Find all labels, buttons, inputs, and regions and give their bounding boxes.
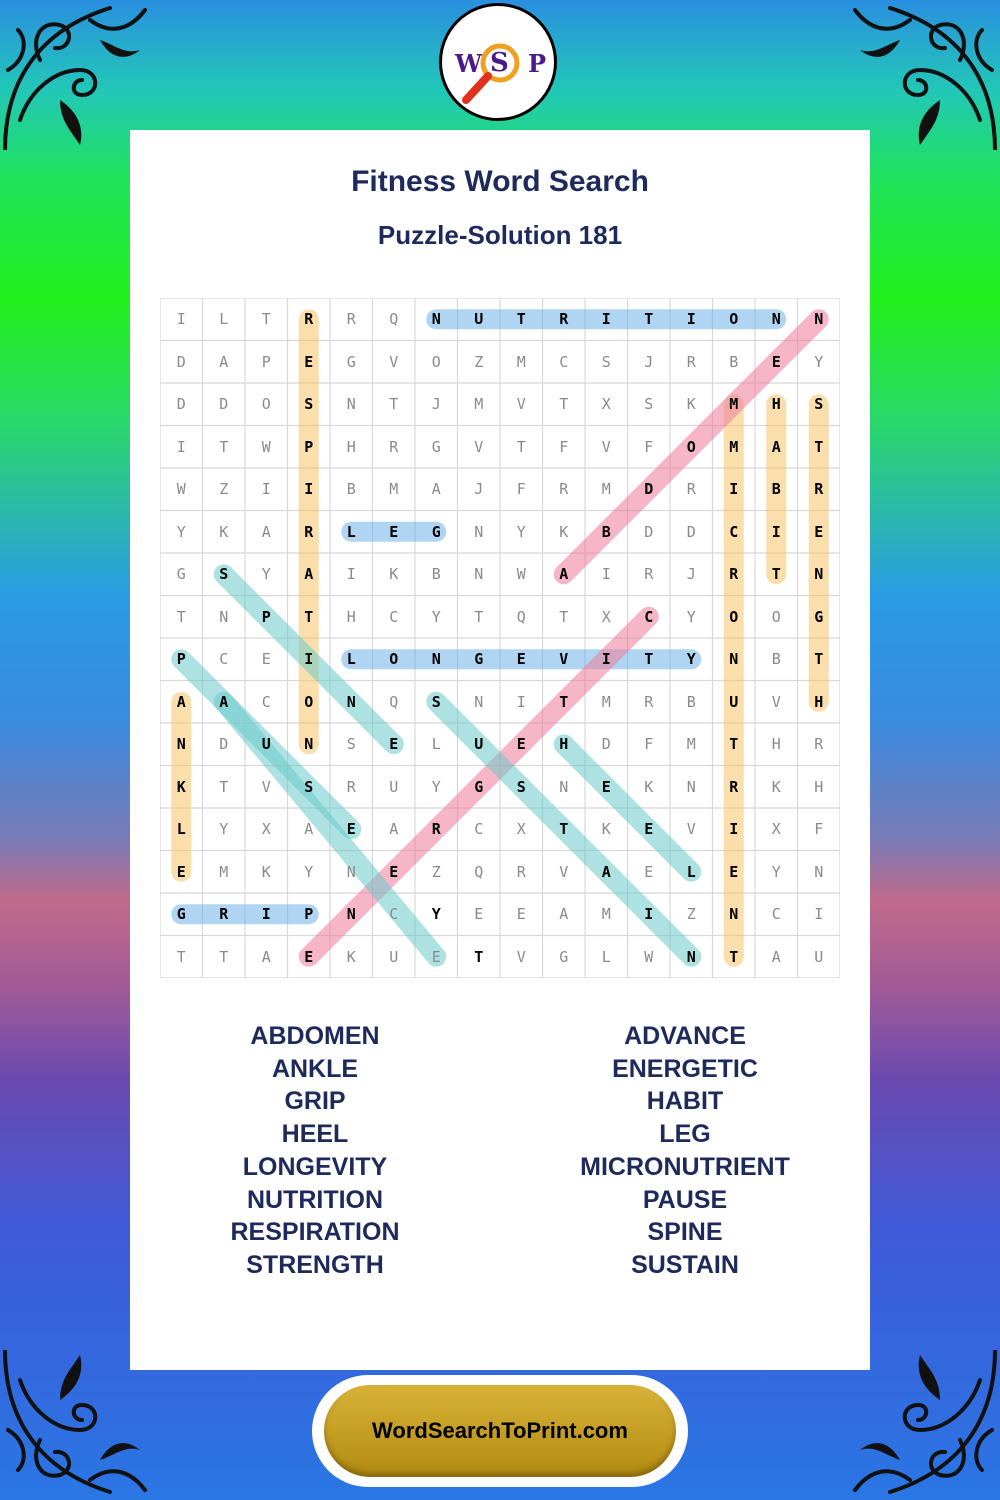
word-list-item: RESPIRATION	[230, 1218, 400, 1247]
grid-cell[interactable]: J	[644, 352, 654, 371]
grid-cell[interactable]: C	[644, 607, 654, 626]
grid-cell[interactable]: M	[516, 352, 526, 371]
grid-cell[interactable]: K	[686, 395, 696, 414]
grid-cell[interactable]: U	[474, 735, 484, 754]
grid-cell[interactable]: E	[304, 352, 314, 371]
grid-cell[interactable]: E	[389, 862, 399, 881]
grid-cell[interactable]: E	[771, 352, 781, 371]
corner-ornament-bottom-left	[0, 1350, 150, 1500]
grid-cell[interactable]: R	[686, 480, 696, 499]
grid-cell[interactable]: H	[346, 437, 356, 456]
grid-cell[interactable]: Y	[431, 607, 441, 626]
corner-ornament-top-right	[850, 0, 1000, 150]
grid-cell[interactable]: R	[644, 565, 654, 584]
grid-cell[interactable]: B	[601, 522, 611, 541]
grid-cell[interactable]: N	[304, 735, 314, 754]
grid-cell[interactable]: S	[304, 777, 314, 796]
grid-cell[interactable]: G	[176, 905, 186, 924]
grid-cell[interactable]: I	[644, 905, 654, 924]
grid-cell[interactable]: C	[219, 650, 229, 669]
grid-cell[interactable]: D	[686, 522, 696, 541]
grid-cell[interactable]: E	[346, 820, 356, 839]
grid-cell[interactable]: T	[304, 607, 314, 626]
grid-cell[interactable]: A	[771, 437, 781, 456]
grid-cell[interactable]: B	[771, 650, 781, 669]
grid-cell[interactable]: R	[431, 820, 441, 839]
grid-cell[interactable]: O	[304, 692, 314, 711]
grid-cell[interactable]: S	[601, 352, 611, 371]
grid-cell[interactable]: N	[686, 777, 696, 796]
grid-cell[interactable]: Y	[219, 820, 229, 839]
grid-cell[interactable]: Y	[261, 565, 271, 584]
grid-cell[interactable]: Y	[771, 862, 781, 881]
grid-cell[interactable]: Y	[176, 522, 186, 541]
grid-cell[interactable]: I	[814, 905, 824, 924]
grid-cell[interactable]: P	[304, 437, 314, 456]
grid-cell[interactable]: N	[814, 565, 824, 584]
grid-cell[interactable]: D	[176, 352, 186, 371]
word-list-item: MICRONUTRIENT	[580, 1152, 790, 1181]
grid-cell[interactable]: B	[729, 352, 739, 371]
grid-cell[interactable]: O	[389, 650, 399, 669]
grid-cell[interactable]: H	[814, 692, 824, 711]
grid-cell[interactable]: E	[389, 522, 399, 541]
grid-cell[interactable]: Q	[516, 607, 526, 626]
grid-cell[interactable]: E	[176, 862, 186, 881]
site-pill	[312, 1375, 688, 1487]
grid-cell[interactable]: A	[559, 565, 569, 584]
grid-cell[interactable]: E	[601, 777, 611, 796]
word-list-item: LEG	[659, 1120, 711, 1149]
corner-ornament-top-left	[0, 0, 150, 150]
grid-cell[interactable]: Y	[516, 522, 526, 541]
grid-cell[interactable]: F	[644, 437, 654, 456]
grid-cell[interactable]: R	[644, 692, 654, 711]
grid-cell[interactable]: I	[601, 650, 611, 669]
grid-cell[interactable]: L	[219, 310, 229, 329]
grid-cell[interactable]: R	[346, 777, 356, 796]
grid-cell[interactable]: S	[304, 395, 314, 414]
grid-cell[interactable]: R	[559, 480, 569, 499]
grid-cell[interactable]: N	[474, 692, 484, 711]
grid-cell[interactable]: R	[389, 437, 399, 456]
grid-cell[interactable]: O	[261, 395, 271, 414]
grid-cell[interactable]: N	[431, 310, 441, 329]
grid-cell[interactable]: I	[686, 310, 696, 329]
grid-cell[interactable]: V	[516, 395, 526, 414]
grid-cell[interactable]: S	[431, 692, 441, 711]
grid-cell[interactable]: X	[261, 820, 271, 839]
grid-cell[interactable]: G	[431, 437, 441, 456]
grid-cell[interactable]: R	[814, 480, 824, 499]
word-list-right	[500, 1020, 870, 1282]
grid-cell[interactable]: H	[771, 735, 781, 754]
grid-cell[interactable]: P	[176, 650, 186, 669]
grid-cell[interactable]: N	[559, 777, 569, 796]
grid-cell[interactable]: J	[474, 480, 484, 499]
grid-cell[interactable]: F	[644, 735, 654, 754]
grid-cell[interactable]: O	[729, 607, 739, 626]
grid-cell[interactable]: K	[219, 522, 229, 541]
grid-cell[interactable]: V	[601, 437, 611, 456]
grid-cell[interactable]: Y	[431, 777, 441, 796]
grid-cell[interactable]: U	[389, 777, 399, 796]
grid-cell[interactable]: U	[261, 735, 271, 754]
grid-cell[interactable]: R	[516, 862, 526, 881]
grid-cell[interactable]: E	[474, 905, 484, 924]
grid-cell[interactable]: A	[261, 522, 271, 541]
corner-ornament-bottom-right	[850, 1350, 1000, 1500]
grid-cell[interactable]: T	[814, 437, 824, 456]
word-list-item: LONGEVITY	[242, 1152, 388, 1181]
word-search-grid	[160, 298, 840, 978]
grid-cell[interactable]: W	[176, 480, 186, 499]
word-list-item: HEEL	[281, 1120, 349, 1149]
grid-cell[interactable]: E	[304, 947, 314, 966]
grid-cell[interactable]: C	[261, 692, 271, 711]
grid-cell[interactable]: N	[346, 862, 356, 881]
grid-cell[interactable]: S	[219, 565, 229, 584]
grid-cell[interactable]: Y	[686, 607, 696, 626]
grid-cell[interactable]: G	[176, 565, 186, 584]
grid-cell[interactable]: V	[261, 777, 271, 796]
grid-cell[interactable]: E	[729, 862, 739, 881]
word-list-item: GRIP	[284, 1087, 346, 1116]
grid-cell[interactable]: Y	[814, 352, 824, 371]
grid-cell[interactable]: E	[814, 522, 824, 541]
grid-cell[interactable]: X	[516, 820, 526, 839]
grid-cell[interactable]: I	[176, 310, 186, 329]
grid-cell[interactable]: R	[729, 777, 739, 796]
grid-cell[interactable]: C	[389, 607, 399, 626]
grid-cell[interactable]: K	[346, 947, 356, 966]
grid-cell[interactable]: I	[346, 565, 356, 584]
logo-letter-s: S	[490, 48, 509, 78]
grid-cell[interactable]: K	[559, 522, 569, 541]
grid-cell[interactable]: F	[559, 437, 569, 456]
grid-cell[interactable]: T	[559, 395, 569, 414]
grid-cell[interactable]: N	[431, 650, 441, 669]
grid-cell[interactable]: Q	[389, 310, 399, 329]
grid-cell[interactable]: V	[686, 820, 696, 839]
grid-cell[interactable]: I	[261, 905, 271, 924]
grid-cell[interactable]: E	[389, 735, 399, 754]
grid-cell[interactable]: Y	[304, 862, 314, 881]
grid-cell[interactable]: C	[559, 352, 569, 371]
word-list-item: ENERGETIC	[612, 1054, 758, 1083]
grid-cell[interactable]: T	[176, 947, 186, 966]
grid-cell[interactable]: C	[771, 905, 781, 924]
grid-cell[interactable]: N	[474, 565, 484, 584]
grid-cell[interactable]: O	[431, 352, 441, 371]
wsp-logo[interactable]	[439, 3, 557, 121]
grid-cell[interactable]: C	[389, 905, 399, 924]
grid-cell[interactable]: F	[814, 820, 824, 839]
grid-cell[interactable]: B	[686, 692, 696, 711]
grid-cell[interactable]: T	[219, 437, 229, 456]
grid-cell[interactable]: W	[261, 437, 271, 456]
grid-cell[interactable]: T	[261, 310, 271, 329]
grid-cell[interactable]: G	[474, 650, 484, 669]
grid-cell[interactable]: D	[176, 395, 186, 414]
grid-cell[interactable]: I	[771, 522, 781, 541]
grid-cell[interactable]: G	[814, 607, 824, 626]
grid-cell[interactable]: T	[771, 565, 781, 584]
word-list-item: NUTRITION	[246, 1185, 384, 1214]
grid-cell[interactable]: A	[219, 692, 229, 711]
grid-cell[interactable]: B	[346, 480, 356, 499]
grid-cell[interactable]: G	[346, 352, 356, 371]
logo-letter-p: P	[528, 49, 547, 78]
grid-cell[interactable]: V	[389, 352, 399, 371]
grid-cell[interactable]: T	[559, 820, 569, 839]
word-list-item: HABIT	[646, 1087, 724, 1116]
word-list-item: ABDOMEN	[250, 1022, 380, 1050]
grid-cell[interactable]: B	[771, 480, 781, 499]
grid-cell[interactable]: D	[219, 735, 229, 754]
grid-cell[interactable]: C	[729, 522, 739, 541]
grid-cell[interactable]: M	[601, 480, 611, 499]
logo-letter-w: W	[455, 49, 482, 78]
grid-cell[interactable]: Z	[219, 480, 229, 499]
grid-cell[interactable]: V	[474, 437, 484, 456]
grid-cell[interactable]: I	[516, 692, 526, 711]
grid-cell[interactable]: V	[559, 862, 569, 881]
word-list-item: ANKLE	[271, 1054, 359, 1083]
grid-cell[interactable]: L	[176, 820, 186, 839]
grid-cell[interactable]: K	[644, 777, 654, 796]
grid-cell[interactable]: L	[346, 650, 356, 669]
grid-cell[interactable]: R	[686, 352, 696, 371]
grid-cell[interactable]: N	[814, 310, 824, 329]
grid-cell[interactable]: D	[644, 522, 654, 541]
grid-cell[interactable]: T	[814, 650, 824, 669]
grid-cell[interactable]: J	[686, 565, 696, 584]
grid-cell[interactable]: S	[516, 777, 526, 796]
grid-cell[interactable]: A	[771, 947, 781, 966]
grid-cell[interactable]: U	[814, 947, 824, 966]
grid-cell[interactable]: R	[219, 905, 229, 924]
grid-cell[interactable]: G	[559, 947, 569, 966]
grid-cell[interactable]: R	[346, 310, 356, 329]
grid-cell[interactable]: S	[814, 395, 824, 414]
grid-cell[interactable]: A	[431, 480, 441, 499]
grid-cell[interactable]: M	[601, 692, 611, 711]
grid-cell[interactable]: A	[601, 862, 611, 881]
grid-cell[interactable]: A	[304, 820, 314, 839]
grid-cell[interactable]: T	[516, 437, 526, 456]
grid-cell[interactable]: E	[516, 905, 526, 924]
grid-cell[interactable]: S	[644, 395, 654, 414]
page-subtitle: Puzzle-Solution 181	[377, 220, 623, 250]
grid-cell[interactable]: W	[516, 565, 526, 584]
grid-cell[interactable]: V	[516, 947, 526, 966]
grid-cell[interactable]: T	[559, 607, 569, 626]
grid-cell[interactable]: N	[814, 862, 824, 881]
grid-cell[interactable]: M	[219, 862, 229, 881]
grid-cell[interactable]: L	[601, 947, 611, 966]
grid-cell[interactable]: M	[729, 437, 739, 456]
grid-cell[interactable]: O	[729, 310, 739, 329]
grid-cell[interactable]: I	[729, 820, 739, 839]
grid-cell[interactable]: E	[644, 820, 654, 839]
grid-cell[interactable]: E	[516, 650, 526, 669]
grid-cell[interactable]: V	[771, 692, 781, 711]
grid-cell[interactable]: T	[219, 777, 229, 796]
grid-cell[interactable]: F	[516, 480, 526, 499]
grid-cell[interactable]: Q	[389, 692, 399, 711]
grid-cell[interactable]: E	[261, 650, 271, 669]
grid-cell[interactable]: N	[346, 905, 356, 924]
grid-cell[interactable]: I	[176, 437, 186, 456]
grid-cell[interactable]: Z	[474, 352, 484, 371]
grid-cell[interactable]: K	[771, 777, 781, 796]
grid-cell[interactable]: N	[686, 947, 696, 966]
word-list-item: ADVANCE	[624, 1022, 746, 1050]
grid-cell[interactable]: K	[389, 565, 399, 584]
grid-cell[interactable]: U	[729, 692, 739, 711]
grid-cell[interactable]: T	[729, 947, 739, 966]
grid-cell[interactable]: O	[686, 437, 696, 456]
grid-cell[interactable]: N	[729, 905, 739, 924]
grid-cell[interactable]: R	[729, 565, 739, 584]
grid-cell[interactable]: Y	[431, 905, 441, 924]
grid-cell[interactable]: P	[261, 607, 271, 626]
grid-cell[interactable]: J	[431, 395, 441, 414]
puzzle-card	[130, 130, 870, 1370]
grid-cell[interactable]: Z	[686, 905, 696, 924]
grid-cell[interactable]: E	[431, 947, 441, 966]
grid-cell[interactable]: N	[346, 692, 356, 711]
grid-cell[interactable]: O	[771, 607, 781, 626]
grid-cell[interactable]: M	[474, 395, 484, 414]
grid-cell[interactable]: U	[389, 947, 399, 966]
grid-cell[interactable]: T	[729, 735, 739, 754]
grid-cell[interactable]: T	[559, 692, 569, 711]
grid-cell[interactable]: L	[431, 735, 441, 754]
grid-cell[interactable]: N	[219, 607, 229, 626]
grid-cell[interactable]: Q	[474, 862, 484, 881]
grid-cell[interactable]: Z	[431, 862, 441, 881]
grid-cell[interactable]: P	[304, 905, 314, 924]
grid-cell[interactable]: A	[261, 947, 271, 966]
site-link-button[interactable]: WordSearchToPrint.com	[324, 1385, 676, 1477]
grid-cell[interactable]: M	[686, 735, 696, 754]
grid-cell[interactable]: A	[389, 820, 399, 839]
grid-cell[interactable]: D	[644, 480, 654, 499]
word-list-item: PAUSE	[642, 1185, 728, 1214]
grid-cell[interactable]: S	[346, 735, 356, 754]
grid-cell[interactable]: M	[729, 395, 739, 414]
grid-cell[interactable]: T	[474, 947, 484, 966]
grid-cell[interactable]: N	[346, 395, 356, 414]
grid-cell[interactable]: T	[176, 607, 186, 626]
grid-cell[interactable]: D	[601, 735, 611, 754]
grid-cell[interactable]: W	[644, 947, 654, 966]
grid-cell[interactable]: N	[176, 735, 186, 754]
grid-cell[interactable]: T	[516, 310, 526, 329]
grid-cell[interactable]: N	[474, 522, 484, 541]
grid-cell[interactable]: I	[601, 310, 611, 329]
grid-cell[interactable]: T	[219, 947, 229, 966]
grid-cell[interactable]: I	[261, 480, 271, 499]
grid-cell[interactable]: H	[559, 735, 569, 754]
page-title: Fitness Word Search	[351, 165, 649, 198]
grid-cell[interactable]: G	[474, 777, 484, 796]
grid-cell[interactable]: R	[814, 735, 824, 754]
grid-cell[interactable]: K	[261, 862, 271, 881]
grid-cell[interactable]: R	[304, 522, 314, 541]
grid-cell[interactable]: Y	[686, 650, 696, 669]
grid-cell[interactable]: I	[729, 480, 739, 499]
grid-cell[interactable]: H	[346, 607, 356, 626]
word-list-left	[130, 1020, 500, 1282]
grid-cell[interactable]: R	[559, 310, 569, 329]
grid-cell[interactable]: K	[601, 820, 611, 839]
grid-cell[interactable]: D	[219, 395, 229, 414]
grid-cell[interactable]: I	[304, 650, 314, 669]
grid-cell[interactable]: H	[814, 777, 824, 796]
grid-cell[interactable]: M	[601, 905, 611, 924]
grid-cell[interactable]: U	[474, 310, 484, 329]
grid-cell[interactable]: P	[261, 352, 271, 371]
grid-cell[interactable]: H	[771, 395, 781, 414]
grid-cell[interactable]: X	[601, 395, 611, 414]
grid-cell[interactable]: L	[346, 522, 356, 541]
grid-cell[interactable]: T	[474, 607, 484, 626]
grid-cell[interactable]: T	[389, 395, 399, 414]
grid-cell[interactable]: R	[304, 310, 314, 329]
letter-grid	[160, 298, 840, 978]
grid-cell[interactable]: N	[729, 650, 739, 669]
grid-cell[interactable]: E	[516, 735, 526, 754]
grid-cell[interactable]: K	[176, 777, 186, 796]
grid-cell[interactable]: E	[644, 862, 654, 881]
grid-cell[interactable]: C	[474, 820, 484, 839]
grid-cell[interactable]: I	[304, 480, 314, 499]
grid-cell[interactable]: I	[601, 565, 611, 584]
grid-cell[interactable]: M	[389, 480, 399, 499]
grid-cell[interactable]: X	[771, 820, 781, 839]
grid-cell[interactable]: A	[559, 905, 569, 924]
grid-cell[interactable]: N	[771, 310, 781, 329]
grid-cell[interactable]: A	[304, 565, 314, 584]
word-list-item: STRENGTH	[246, 1250, 384, 1279]
word-list-item: SUSTAIN	[631, 1250, 739, 1279]
grid-cell[interactable]: T	[644, 650, 654, 669]
grid-cell[interactable]: G	[431, 522, 441, 541]
grid-cell[interactable]: A	[176, 692, 186, 711]
word-list-item: SPINE	[647, 1218, 723, 1247]
grid-cell[interactable]: V	[559, 650, 569, 669]
grid-cell[interactable]: T	[644, 310, 654, 329]
grid-cell[interactable]: L	[686, 862, 696, 881]
grid-cell[interactable]: A	[219, 352, 229, 371]
grid-cell[interactable]: X	[601, 607, 611, 626]
grid-cell[interactable]: B	[431, 565, 441, 584]
